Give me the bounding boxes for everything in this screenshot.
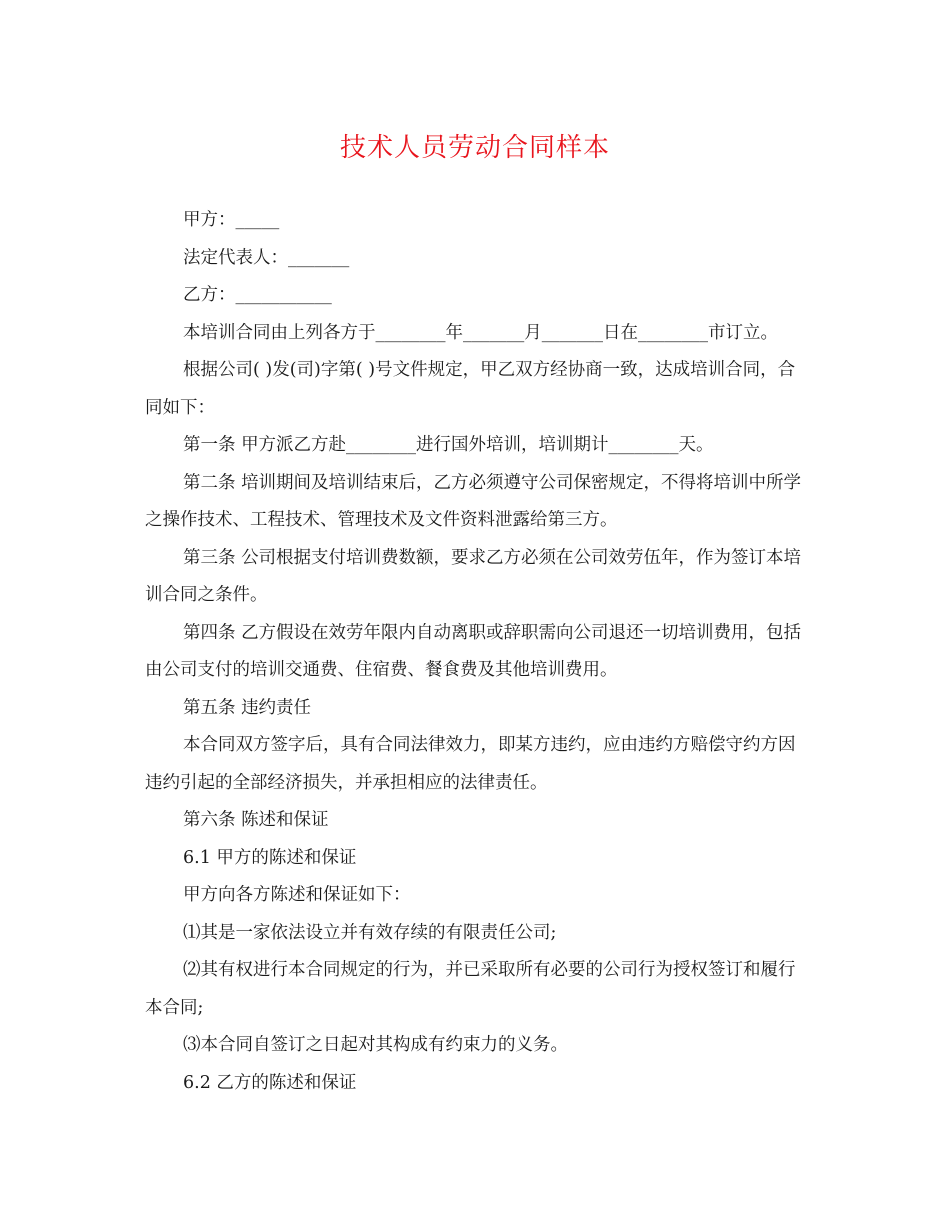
article-1: 第一条 甲方派乙方赴________进行国外培训，培训期计________天。	[183, 435, 714, 455]
section-6-1-item-1: ⑴其是一家依法设立并有效存续的有限责任公司;	[183, 922, 557, 943]
party-b-line: 乙方：___________	[183, 285, 332, 305]
article-4: 第四条 乙方假设在效劳年限内自动离职或辞职需向公司退还一切培训费用，包括由公司支付的培训交通费、住宿费、餐食费及其他培训费用。	[145, 622, 802, 680]
article-5-body: 本合同双方签字后，具有合同法律效力，即某方违约，应由违约方赔偿守约方因违约引起的全部经济损失，并承担相应的法律责任。	[145, 735, 796, 793]
basis-paragraph: 根据公司( )发(司)字第( )号文件规定，甲乙双方经协商一致，达成培训合同，合同如下：	[145, 360, 796, 418]
section-6-1-intro: 甲方向各方陈述和保证如下：	[183, 885, 411, 905]
document-title: 技术人员劳动合同样本	[339, 133, 610, 163]
signing-paragraph: 本培训合同由上列各方于________年_______月_______日在________市订立。	[183, 322, 778, 343]
legal-representative-line: 法定代表人：_______	[183, 247, 350, 268]
section-6-2-heading: 6.2 乙方的陈述和保证	[183, 1072, 357, 1093]
document-body	[145, 202, 805, 1102]
article-3: 第三条 公司根据支付培训费数额，要求乙方必须在公司效劳伍年，作为签订本培训合同之条件。	[145, 547, 802, 605]
article-2: 第二条 培训期间及培训结束后，乙方必须遵守公司保密规定，不得将培训中所学之操作技术、工程技术、管理技术及文件资料泄露给第三方。	[145, 472, 802, 530]
section-6-1-item-2: ⑵其有权进行本合同规定的行为，并已采取所有必要的公司行为授权签订和履行本合同;	[145, 960, 796, 1018]
party-a-line: 甲方：_____	[183, 210, 280, 230]
article-6-heading: 第六条 陈述和保证	[183, 810, 329, 830]
section-6-1-heading: 6.1 甲方的陈述和保证	[183, 847, 357, 868]
article-5-heading: 第五条 违约责任	[183, 697, 312, 718]
section-6-1-item-3: ⑶本合同自签订之日起对其构成有约束力的义务。	[183, 1035, 568, 1055]
